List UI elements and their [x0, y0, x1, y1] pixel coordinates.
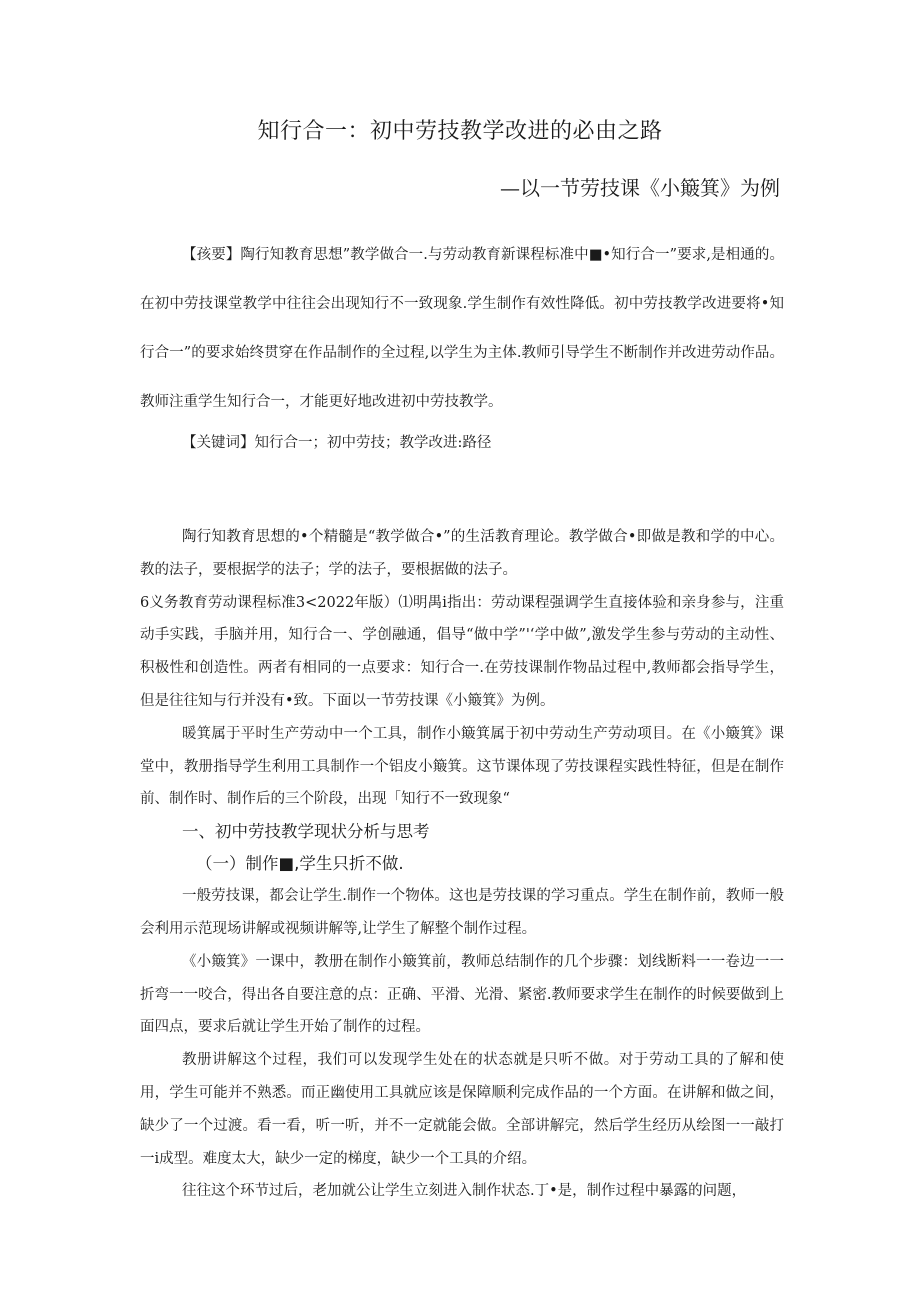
body-paragraph: 教册讲解这个过程，我们可以发现学生处在的状态就是只听不做。对于劳动工具的了解和使用，学生可能并不熟悉。而正幽使用工具就应该是保障顺利完成作品的一个方面。在讲解和做之间，缺少了一个过渡。看一看，听一听，并不一定就能会做。全部讲解完，然后学生经历从绘图一一敲打一i成型。难度太大，缺少一定的梯度，缺少一个工具的介绍。 — [140, 1052, 784, 1167]
body-paragraph: 陶行知教育思想的•个精髓是“教学做合•”的生活教育理论。教学做合•即做是教和学的中心。教的法子，要根据学的法子；学的法子，要根据做的法子。 — [140, 529, 784, 578]
body-paragraph: 《小簸箕》一课中，教册在制作小簸箕前，教师总结制作的几个步骤：划线断料一一卷边一一折弯一一咬合，得出各自要注意的点：正确、平滑、光滑、紧密.教师要求学生在制作的时候要做到上面四点，要求后就让学生开始了制作的过程。 — [140, 953, 784, 1036]
body-paragraph: 6义务教育劳动课程标准3<2022年版）⑴明禺i指出：劳动课程强调学生直接体验和亲身参与，注重动手实践，手脑并用，知行合一、学创融通，倡导“做中学”'‘学中做”,激发学生参与劳动的主动性、积极性和创造性。两者有相同的一点要求：知行合一.在劳技课制作物品过程中,教师都会指导学生，但是往往知与行并没有•致。下面以一节劳技课《小簸箕》为例。 — [140, 594, 784, 709]
body-paragraph: 一般劳技课，都会让学生.制作一个物体。这也是劳技课的学习重点。学生在制作前，教师一般会利用示范现场讲解或视频讲解等,让学生了解整个制作过程。 — [140, 888, 784, 937]
keywords-line: 【关键词】知行合一；初中劳技；教学改进:路径 — [182, 435, 492, 451]
subsection-heading: （一）制作■,学生只折不做. — [196, 854, 404, 874]
section-heading: 一、初中劳技教学现状分析与思考 — [182, 822, 430, 842]
abstract-paragraph: 【孩要】陶行知教育思想”教学做合一.与劳动教育新课程标准中■•知行合一”要求,是相通的。在初中劳技课堂教学中往往会出现知行不一致现象.学生制作有效性降低。初中劳技教学改进要将•知行合一”的要求始终贯穿在作品制作的全过程,以学生为主体.教师引导学生不断制作并改进劳动作品。教师注重学生知行合一，才能更好地改进初中劳技教学。 — [140, 247, 784, 410]
body-paragraph: 暖箕属于平时生产劳动中一个工具，制作小簸箕属于初中劳动生产劳动项目。在《小簸箕》课堂中，教册指导学生利用工具制作一个铝皮小簸箕。这节课体现了劳技课程实践性特征，但是在制作前、制作时、制作后的三个阶段，出现「知行不一致现象“ — [140, 725, 784, 808]
body-paragraph: 往往这个环节过后，老加就公让学生立刻进入制作状态.丁•是，制作过程中暴露的问题， — [182, 1183, 747, 1200]
body-text — [140, 521, 784, 1208]
paper-subtitle: —以一节劳技课《小簸箕》为例 — [500, 176, 780, 200]
paper-title: 知行合一：初中劳技教学改进的必由之路 — [257, 119, 663, 144]
